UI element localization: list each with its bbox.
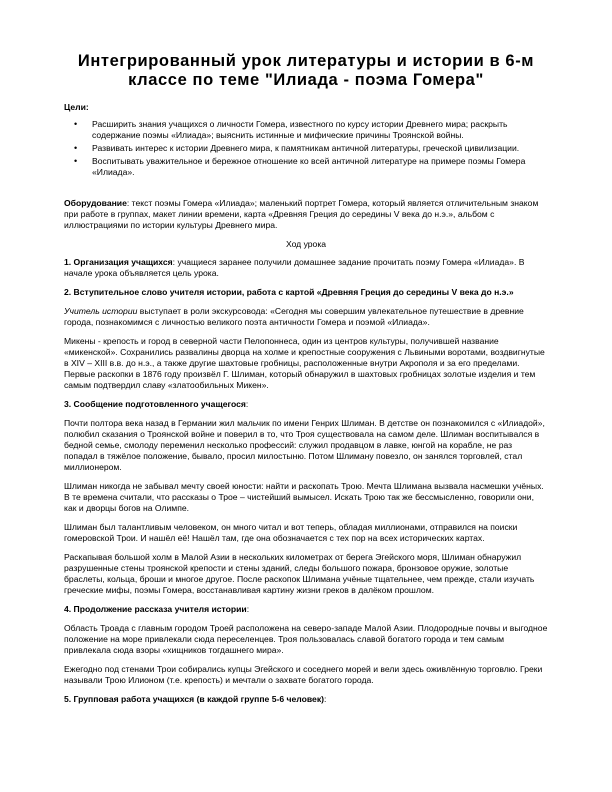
section-2-paragraph-1 xyxy=(64,306,548,328)
section-2-paragraph-1-text: выступает в роли экскурсовода: «Сегодня мы совершим увлекательное путешествие в древние города, познакомимся с личностью великого поэта античности Гомера и поэмой «Илиада». xyxy=(64,306,524,327)
goal-text: Воспитывать уважительное и бережное отношение ко всей античной литературе на примере поэмы Гомера «Илиада». xyxy=(92,156,526,177)
section-3-paragraph-4: Раскапывая большой холм в Малой Азии в нескольких километрах от берега Эгейского моря, Шлиман обнаружил разрушенные стены троянской крепости и стены зданий, следы большого пожара, бронзовое оружие, золотые браслеты, кольца, броши и многое другое. После раскопок Шлимана учёные тщательнее, чем прежде, стали изучать греческие мифы, поэмы Гомера, восстанавливая картину жизни греков в далёком прошлом. xyxy=(64,552,535,595)
section-1-text: : учащиеся заранее получили домашнее задание прочитать поэму Гомера «Илиада». В начале урока объявляется цель урока. xyxy=(64,257,525,278)
section-3-tail: : xyxy=(245,399,249,409)
section-3-heading xyxy=(64,399,548,410)
document-title: Интегрированный урок литературы и истории в 6-м классе по теме "Илиада - поэма Гомера" xyxy=(77,52,535,89)
section-3-label: 3. Сообщение подготовленного учащегося xyxy=(64,399,246,409)
goals-label: Цели: xyxy=(64,102,89,112)
bullet-icon: • xyxy=(74,156,78,166)
goal-text: Развивать интерес к истории Древнего мира, к памятникам античной литературы, греческой цивилизации. xyxy=(92,143,520,153)
section-4-label: 4. Продолжение рассказа учителя истории xyxy=(64,604,247,614)
goal-item xyxy=(74,119,548,141)
section-5-label: 5. Групповая работа учащихся (в каждой группе 5-6 человек) xyxy=(64,694,324,704)
section-3-paragraph-1: Почти полтора века назад в Германии жил мальчик по имени Генрих Шлиман. В детстве он познакомился с «Илиадой», полюбил сказания о Троянской войне и поверил в то, что Троя существовала на самом деле. Шлиман воспитывался в бедной семье, смолоду переменил несколько профессий: служил продавцом в лавке, юнгой на корабле, не раз попадал в тяжёлое положение, бывало, просил милостыню. Потом Шлиману повезло, он занялся торговлей, стал миллионером. xyxy=(64,418,545,472)
section-2-heading xyxy=(64,287,548,298)
bullet-icon: • xyxy=(74,119,78,129)
equipment-text: : текст поэмы Гомера «Илиада»; маленький портрет Гомера, который является отличительным знаком при работе в группах, макет линии времени, карта «Древняя Греция до середины V века до н.э.», альбом с иллюстрациями по истории культуры Древнего мира. xyxy=(64,198,539,230)
section-2-label: 2. Вступительное слово учителя истории, работа с картой «Древняя Греция до середины V века до н.э.» xyxy=(64,287,514,297)
section-1-label: 1. Организация учащихся xyxy=(64,257,173,267)
goals-list xyxy=(64,119,548,178)
section-5-tail: : xyxy=(323,694,327,704)
equipment-paragraph xyxy=(64,198,548,231)
section-2-paragraph-2: Микены - крепость и город в северной части Пелопоннеса, один из центров культуры, получившей название «микенской». Сохранились развалины дворца на холме и крепостные сооружения с Львиными воротами, воздвигнутые в XIV – XIII в.в. до н.э., а также другие шахтовые гробницы, расположенные внутри Акрополя и за его пределами. Первые раскопки в 1876 году произвёл Г. Шлиман, который обнаружил в шахтовых гробницах золотые изделия и тем самым подтвердил славу «златообильных Микен». xyxy=(64,336,545,390)
goal-item xyxy=(74,143,548,154)
section-4-paragraph-2: Ежегодно под стенами Трои собирались купцы Эгейского и соседнего морей и вели здесь оживлённую торговлю. Греки называли Трою Илионом (т.е. крепость) и мечтали о захвате богатого города. xyxy=(64,664,543,685)
section-5-heading xyxy=(64,694,548,705)
lesson-heading: Ход урока xyxy=(285,239,327,249)
goal-item xyxy=(74,156,548,178)
equipment-label: Оборудование xyxy=(64,198,127,208)
section-1-paragraph xyxy=(64,257,548,279)
section-3-paragraph-3: Шлиман был талантливым человеком, он много читал и вот теперь, обладая миллионами, отправился на поиски гомеровской Трои. И нашёл её! Нашёл там, где она обозначается с тех пор на всех исторических картах. xyxy=(64,522,518,543)
section-4-heading xyxy=(64,604,548,615)
section-3-paragraph-2: Шлиман никогда не забывал мечту своей юности: найти и раскопать Трою. Мечта Шлимана вызвала насмешки учёных. В те времена считали, что рассказы о Трое – чистейший вымысел. Искать Трою так же бессмысленно, говорили они, как и дворцы богов на Олимпе. xyxy=(64,481,544,513)
teacher-role: Учитель истории xyxy=(64,306,138,316)
bullet-icon: • xyxy=(74,143,78,153)
section-4-paragraph-1: Область Троада с главным городом Троей расположена на северо-западе Малой Азии. Плодородные почвы и выгодное положение на море привлекали сюда переселенцев. Троя пользовалась славой богатого города и тем самым привлекала сюда взоры «хищников тогдашнего мира». xyxy=(64,623,548,655)
section-4-tail: : xyxy=(246,604,250,614)
goal-text: Расширить знания учащихся о личности Гомера, известного по курсу истории Древнего мира; раскрыть содержание поэмы «Илиада»; выяснить истинные и мифические причины Троянской войны. xyxy=(92,119,508,140)
